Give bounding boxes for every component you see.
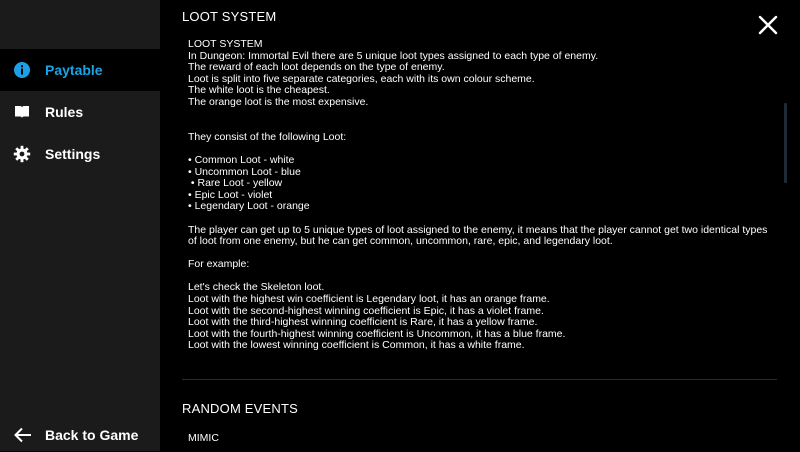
text-line: Loot with the second-highest winning coefficient is Epic, it has a violet frame.: [188, 304, 544, 317]
text-line: In Dungeon: Immortal Evil there are 5 unique loot types assigned to each type of enemy.: [188, 49, 599, 62]
back-to-game-label: Back to Game: [45, 427, 139, 443]
scrollbar[interactable]: [784, 103, 787, 183]
text-line: Loot with the highest win coefficient is Legendary loot, it has an orange frame.: [188, 293, 550, 306]
text-line: Let's check the Skeleton loot.: [188, 281, 325, 294]
text-line: Loot with the third-highest winning coefficient is Rare, it has a yellow frame.: [188, 316, 538, 329]
list-item: • Uncommon Loot - blue: [188, 165, 301, 178]
sidebar-item-rules[interactable]: [0, 91, 160, 133]
text-line: LOOT SYSTEM: [188, 38, 263, 50]
text-line: Loot with the lowest winning coefficient is Common, it has a white frame.: [188, 339, 525, 352]
list-item: • Legendary Loot - orange: [188, 200, 310, 213]
sidebar-item-label: Rules: [45, 104, 84, 120]
sidebar-item-paytable[interactable]: [0, 49, 160, 91]
sidebar-item-label: Settings: [45, 146, 101, 162]
book-icon: [13, 103, 31, 121]
text-line: of loot from one enemy, but he can get common, uncommon, rare, epic, and legendary loot.: [188, 235, 613, 248]
text-line: The reward of each loot depends on the type of enemy.: [188, 61, 445, 74]
text-line: The white loot is the cheapest.: [188, 84, 330, 97]
text-line: Loot with the fourth-highest winning coefficient is Uncommon, it has a blue frame.: [188, 327, 566, 340]
sidebar-item-settings[interactable]: [0, 133, 160, 175]
gear-icon: [13, 145, 31, 163]
list-item: • Common Loot - white: [188, 153, 295, 166]
text-line: For example:: [188, 258, 250, 271]
main-content: [160, 0, 800, 451]
close-icon[interactable]: [757, 14, 779, 36]
section-divider: [182, 379, 777, 380]
list-item: • Epic Loot - violet: [188, 188, 273, 201]
back-to-game-button[interactable]: [0, 418, 160, 452]
text-line: They consist of the following Loot:: [188, 130, 347, 143]
sidebar-item-label: Paytable: [45, 62, 103, 78]
text-line: The player can get up to 5 unique types of loot assigned to the enemy, it means that the player cannot get two identical types: [188, 223, 768, 236]
subsection-title-mimic: MIMIC: [188, 432, 219, 444]
loot-description: [188, 39, 778, 352]
section-title-loot: LOOT SYSTEM: [182, 9, 277, 24]
text-line: The orange loot is the most expensive.: [188, 95, 369, 108]
section-title-random-events: RANDOM EVENTS: [182, 401, 299, 416]
info-icon: [13, 61, 31, 79]
text-line: Loot is split into five separate categories, each with its own colour scheme.: [188, 72, 535, 85]
arrow-left-icon: [13, 426, 33, 444]
sidebar: [0, 0, 160, 451]
list-item: • Rare Loot - yellow: [188, 177, 283, 190]
